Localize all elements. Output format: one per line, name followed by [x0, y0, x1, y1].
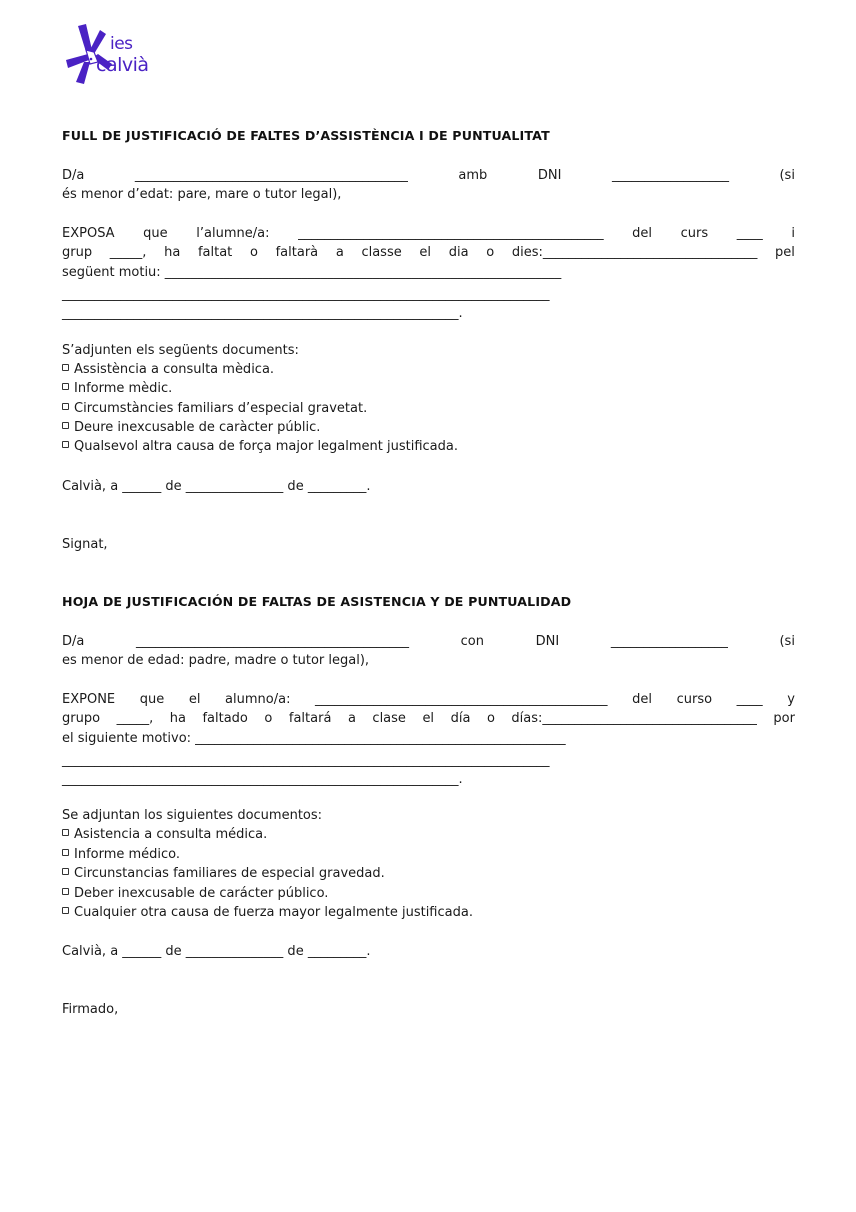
form-text: del: [632, 226, 653, 241]
spanish-doc-item[interactable]: Informe médico.: [62, 845, 795, 864]
group-blank[interactable]: _____,: [109, 245, 147, 260]
form-text: ha: [164, 245, 181, 260]
form-text: curso: [676, 692, 713, 707]
course-blank[interactable]: ____: [736, 226, 763, 241]
catalan-date-line[interactable]: Calvià, a ______ de _______________ de _________.: [62, 479, 371, 494]
checkbox-icon[interactable]: [62, 849, 69, 856]
catalan-absence-line: [62, 243, 795, 262]
spanish-doc-item[interactable]: Asistencia a consulta médica.: [62, 825, 795, 844]
spanish-docs-intro: Se adjuntan los siguientes documentos:: [62, 808, 323, 823]
checkbox-icon[interactable]: [62, 907, 69, 914]
form-text: o: [249, 245, 258, 260]
checkbox-icon[interactable]: [62, 422, 69, 429]
checkbox-icon[interactable]: [62, 888, 69, 895]
form-text: i: [791, 226, 795, 241]
form-text: por: [773, 711, 795, 726]
catalan-form-title: FULL DE JUSTIFICACIÓ DE FALTES D’ASSISTÈNCIA I DE PUNTUALITAT: [62, 128, 550, 143]
form-text: con: [460, 634, 484, 649]
form-text: clase: [372, 711, 406, 726]
spanish-reason-line-3[interactable]: _____________________________________________________________.: [62, 772, 463, 787]
spanish-signature-label: Firmado,: [62, 1002, 119, 1017]
guardian-name-blank[interactable]: __________________________________________: [136, 634, 409, 649]
checkbox-icon[interactable]: [62, 383, 69, 390]
form-text: que: [139, 692, 165, 707]
form-text: a: [347, 711, 356, 726]
group-blank[interactable]: _____,: [116, 711, 154, 726]
spanish-form-title: HOJA DE JUSTIFICACIÓN DE FALTAS DE ASISTENCIA Y DE PUNTUALIDAD: [62, 594, 572, 609]
form-text: el: [188, 692, 201, 707]
logo-text-ies: ies: [110, 34, 133, 54]
spanish-doc-item[interactable]: Deber inexcusable de carácter público.: [62, 884, 795, 903]
catalan-doc-item[interactable]: Assistència a consulta mèdica.: [62, 360, 795, 379]
catalan-signature-label: Signat,: [62, 537, 108, 552]
catalan-guardian-line: D/a __________________________________________ amb DNI __________________ (si: [62, 168, 795, 183]
checkbox-icon[interactable]: [62, 403, 69, 410]
dates-blank[interactable]: días:_________________________________: [511, 711, 757, 726]
logo-text-calvia: calvià: [96, 54, 149, 76]
catalan-doc-item[interactable]: Deure inexcusable de caràcter públic.: [62, 418, 795, 437]
form-text: el: [422, 711, 435, 726]
course-blank[interactable]: ____: [736, 692, 763, 707]
catalan-reason-line[interactable]: següent motiu: _____________________________________________________________: [62, 265, 562, 280]
dni-blank[interactable]: __________________: [610, 634, 728, 649]
spanish-doc-item[interactable]: Cualquier otra causa de fuerza mayor legalmente justificada.: [62, 903, 795, 922]
catalan-doc-item[interactable]: Informe mèdic.: [62, 379, 795, 398]
form-text: día: [450, 711, 471, 726]
student-name-blank[interactable]: _______________________________________________: [298, 226, 604, 241]
form-text: l’alumne/a:: [196, 226, 270, 241]
form-text: ha: [169, 711, 186, 726]
school-logo: [64, 24, 164, 88]
form-text: EXPOSA: [62, 226, 115, 241]
form-text: curs: [680, 226, 709, 241]
spanish-guardian-note: es menor de edad: padre, madre o tutor legal),: [62, 653, 370, 668]
form-text: D/a: [62, 634, 85, 649]
spanish-guardian-line: [62, 632, 795, 651]
form-text: faltarà: [275, 245, 319, 260]
dates-blank[interactable]: dies:_________________________________: [511, 245, 758, 260]
catalan-doc-item[interactable]: Qualsevol altra causa de força major legalment justificada.: [62, 437, 795, 456]
checkbox-icon[interactable]: [62, 868, 69, 875]
checkbox-icon[interactable]: [62, 364, 69, 371]
spanish-reason-line[interactable]: el siguiente motivo: _________________________________________________________: [62, 731, 566, 746]
form-text: o: [486, 711, 495, 726]
form-text: a: [335, 245, 344, 260]
catalan-reason-line-3[interactable]: _____________________________________________________________.: [62, 306, 463, 321]
checkbox-icon[interactable]: [62, 829, 69, 836]
form-text: el: [419, 245, 432, 260]
catalan-student-line: [62, 224, 795, 243]
catalan-reason-line-2[interactable]: ___________________________________________________________________________: [62, 287, 550, 302]
checkbox-icon[interactable]: [62, 441, 69, 448]
spanish-doc-item[interactable]: Circunstancias familiares de especial gravedad.: [62, 864, 795, 883]
catalan-guardian-note: és menor d’edat: pare, mare o tutor legal),: [62, 187, 342, 202]
form-text: y: [787, 692, 795, 707]
dni-blank[interactable]: __________________: [611, 168, 729, 183]
spanish-student-line: [62, 690, 795, 709]
guardian-name-blank[interactable]: __________________________________________: [134, 168, 408, 183]
form-text: faltado: [202, 711, 248, 726]
spanish-reason-line-2[interactable]: ___________________________________________________________________________: [62, 753, 550, 768]
form-text: grup: [62, 245, 93, 260]
form-text: pel: [775, 245, 795, 260]
spanish-date-line[interactable]: Calvià, a ______ de _______________ de _________.: [62, 944, 371, 959]
student-name-blank[interactable]: _____________________________________________: [315, 692, 608, 707]
form-text: o: [264, 711, 273, 726]
form-text: alumno/a:: [225, 692, 291, 707]
form-text: (si: [779, 634, 795, 649]
form-text: del: [632, 692, 653, 707]
form-text: EXPONE: [62, 692, 116, 707]
form-text: DNI: [535, 634, 560, 649]
catalan-doc-item[interactable]: Circumstàncies familiars d’especial gravetat.: [62, 399, 795, 418]
form-text: dia: [448, 245, 469, 260]
spanish-absence-line: [62, 709, 795, 728]
catalan-docs-intro: S’adjunten els següents documents:: [62, 343, 299, 358]
form-text: faltará: [288, 711, 332, 726]
form-text: que: [143, 226, 168, 241]
form-text: grupo: [62, 711, 101, 726]
form-text: o: [486, 245, 495, 260]
form-text: faltat: [197, 245, 233, 260]
form-text: classe: [361, 245, 402, 260]
